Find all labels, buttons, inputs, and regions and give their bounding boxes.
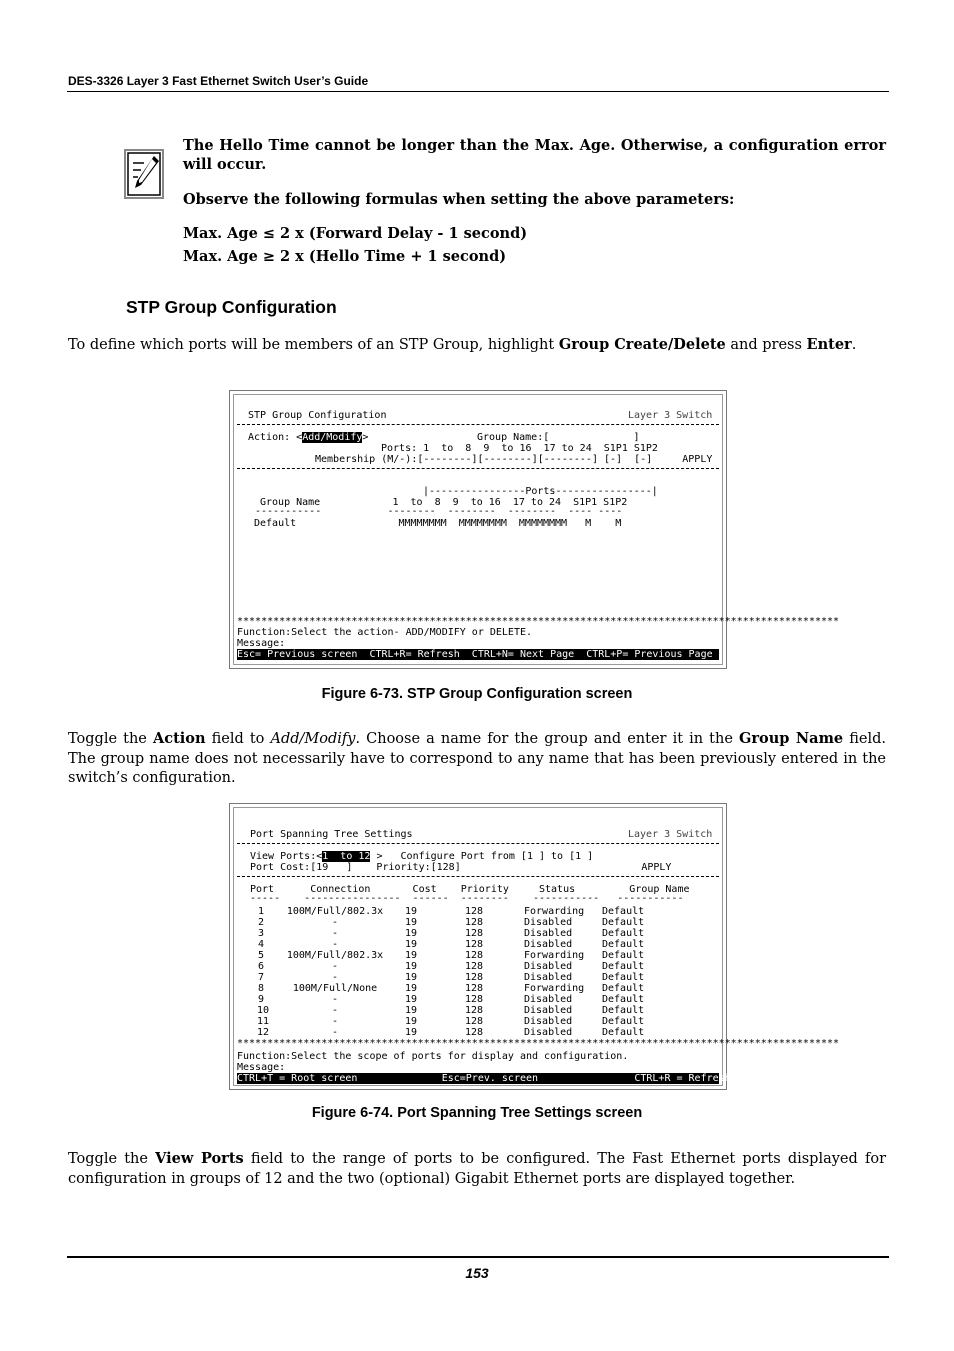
row-status: Disabled [524,939,573,950]
row-connection: - [331,1016,339,1027]
row-cost: 19 [405,983,418,994]
row-priority: 128 [464,950,484,961]
row-connection: - [331,961,339,972]
note-formula-max-age-hello: Max. Age ≥ 2 x (Hello Time + 1 second) [183,248,507,265]
section-title: STP Group Configuration [126,297,337,317]
row-status: Disabled [524,1027,573,1038]
row-connection: - [331,928,339,939]
row-cost: 19 [405,928,418,939]
row-group-name: Default [602,961,645,972]
row-group-name: Default [602,1027,645,1038]
note-formula-max-age-forward: Max. Age ≤ 2 x (Forward Delay - 1 second) [183,225,528,242]
row-group-name: Default [602,939,645,950]
message-line: Message: [237,638,286,649]
row-priority: 128 [464,906,484,917]
row-connection: - [331,972,339,983]
figure-caption: Figure 6-74. Port Spanning Tree Settings screen [311,1105,643,1121]
row-status: Disabled [524,928,573,939]
row-port: 3 [257,928,265,939]
row-group-name: Default [602,1016,645,1027]
row-port: 9 [257,994,265,1005]
row-cost: 19 [405,1027,418,1038]
function-line: Function:Select the action- ADD/MODIFY or DELETE. [237,627,533,638]
message-line: Message: [237,1062,286,1073]
row-priority: 128 [464,1005,484,1016]
table-row[interactable]: Default MMMMMMMM MMMMMMMM MMMMMMMM M M [254,518,622,529]
row-connection: - [331,1005,339,1016]
header-rule [67,91,889,92]
row-status: Forwarding [524,983,585,994]
row-group-name: Default [602,994,645,1005]
star-divider: **************************************************************************************************** [237,1038,840,1049]
row-group-name: Default [602,928,645,939]
row-status: Disabled [524,917,573,928]
divider [237,843,719,844]
row-priority: 128 [464,983,484,994]
divider [237,424,719,425]
screen-title: Port Spanning Tree Settings [250,829,413,840]
hotkey-status-bar: CTRL+T = Root screen Esc=Prev. screen CTRL+R = Refresh [237,1073,731,1084]
row-port: 7 [257,972,265,983]
row-connection: - [331,939,339,950]
row-cost: 19 [405,906,418,917]
row-port: 8 [257,983,265,994]
row-priority: 128 [464,972,484,983]
row-cost: 19 [405,1005,418,1016]
paragraph-group-create: To define which ports will be members of an STP Group, highlight Group Create/Delete and press Enter. [68,336,857,353]
row-port: 5 [257,950,265,961]
footer-rule [67,1256,889,1258]
row-status: Disabled [524,972,573,983]
row-cost: 19 [405,961,418,972]
membership-field[interactable]: Membership (M/-):[--------][--------][--------] [-] [-] APPLY [315,454,713,465]
ports-range-label: Ports: 1 to 8 9 to 16 17 to 24 S1P1 S1P2 [381,443,658,454]
port-spanning-tree-screen [229,803,840,1090]
row-priority: 128 [464,928,484,939]
function-line: Function:Select the scope of ports for display and configuration. [237,1051,629,1062]
stp-group-config-screen [229,390,840,669]
ports-header: |----------------Ports----------------| [423,486,658,497]
row-priority: 128 [464,917,484,928]
row-status: Disabled [524,1016,573,1027]
paragraph-view-ports: Toggle the View Ports field to the range of ports to be configured. The Fast Ethernet ports displayed for configuration in groups of 12 and the two (optional) Gigabit Ethernet ports are displayed together. [68,1150,887,1187]
paragraph-action-field: Toggle the Action field to Add/Modify. Choose a name for the group and enter it in the Group Name field. The group name does not necessarily have to correspond to any name that has been previously entered in the switch’s configuration. [68,730,887,786]
row-status: Disabled [524,1005,573,1016]
action-field[interactable]: Action: <Add/Modify> [248,432,369,443]
row-port: 1 [257,906,265,917]
port-table-underline: ----- ---------------- ------ -------- ----------- ----------- [250,893,684,904]
row-group-name: Default [602,1005,645,1016]
row-port: 4 [257,939,265,950]
port-table-header: Port Connection Cost Priority Status Group Name [250,884,690,895]
row-port: 12 [257,1027,270,1038]
row-status: Forwarding [524,906,585,917]
row-cost: 19 [405,950,418,961]
note-warning-text: The Hello Time cannot be longer than the Max. Age. Otherwise, a configuration error will occur. [183,137,886,173]
group-name-field[interactable]: Group Name:[ ] [477,432,640,443]
figure-caption: Figure 6-73. STP Group Configuration screen [321,686,633,702]
row-group-name: Default [602,917,645,928]
row-connection: - [331,1027,339,1038]
row-cost: 19 [405,1016,418,1027]
row-priority: 128 [464,1016,484,1027]
group-table-header: Group Name 1 to 8 9 to 16 17 to 24 S1P1 S1P2 [260,497,628,508]
port-cost-priority-fields[interactable]: Port Cost:[19 ] Priority:[128] APPLY [250,862,672,873]
note-pencil-icon [124,149,164,199]
note-formula-intro: Observe the following formulas when setting the above parameters: [183,191,735,208]
row-cost: 19 [405,939,418,950]
row-connection: - [331,917,339,928]
hotkey-status-bar: Esc= Previous screen CTRL+R= Refresh CTRL+N= Next Page CTRL+P= Previous Page [237,649,719,660]
screen-mode: Layer 3 Switch [628,410,713,421]
star-divider: **************************************************************************************************** [237,616,840,627]
divider [237,468,719,469]
row-connection: - [331,994,339,1005]
row-group-name: Default [602,972,645,983]
row-connection: 100M/Full/802.3x [286,950,384,961]
page-number: 153 [465,1265,489,1281]
row-priority: 128 [464,939,484,950]
row-group-name: Default [602,983,645,994]
view-ports-field[interactable]: View Ports:<1 to 12 > Configure Port from [1 ] to [1 ] [250,851,594,862]
row-status: Disabled [524,961,573,972]
row-status: Forwarding [524,950,585,961]
row-connection: 100M/Full/None [292,983,378,994]
screen-mode: Layer 3 Switch [628,829,713,840]
row-group-name: Default [602,906,645,917]
row-status: Disabled [524,994,573,1005]
row-cost: 19 [405,917,418,928]
running-header: DES-3326 Layer 3 Fast Ethernet Switch User’s Guide [68,74,369,88]
row-cost: 19 [405,972,418,983]
row-priority: 128 [464,994,484,1005]
row-port: 10 [257,1005,270,1016]
row-port: 6 [257,961,265,972]
screen-title: STP Group Configuration [248,410,387,421]
divider [237,876,719,877]
row-priority: 128 [464,961,484,972]
group-table-underline: ----------- -------- -------- -------- ---- ---- [255,506,623,517]
row-port: 2 [257,917,265,928]
row-group-name: Default [602,950,645,961]
row-cost: 19 [405,994,418,1005]
row-priority: 128 [464,1027,484,1038]
row-connection: 100M/Full/802.3x [286,906,384,917]
row-port: 11 [257,1016,270,1027]
